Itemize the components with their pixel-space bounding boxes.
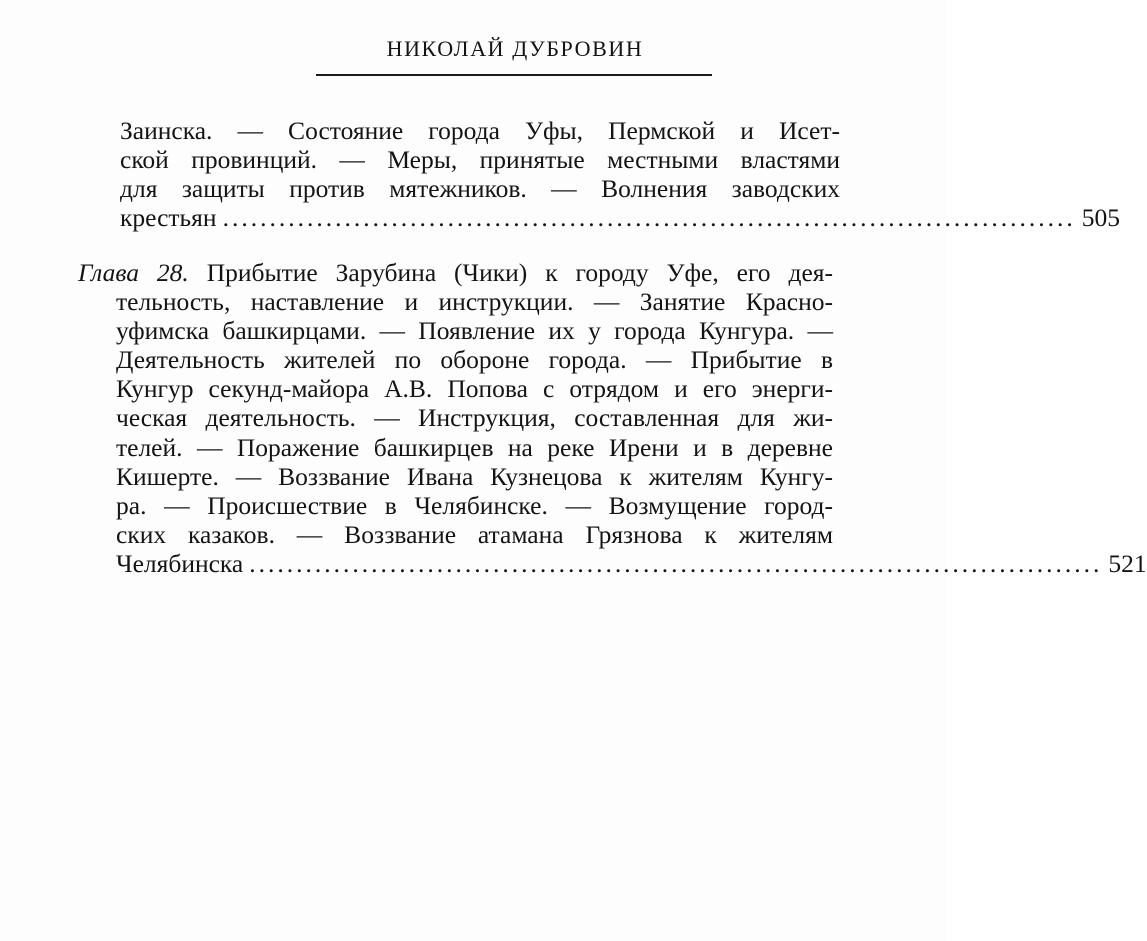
toc-line: для защиты против мятежников. — Волнения заводских — [120, 174, 840, 204]
toc-line-text: Прибытие Зарубина (Чики) к городу Уфе, его дея- — [206, 258, 833, 287]
toc-line: ческая деятельность. — Инструкция, составленная для жи- — [116, 403, 833, 433]
toc-line-text: Челябинска — [116, 548, 244, 578]
toc-line: ских казаков. — Воззвание атамана Грязнова к жителям — [116, 519, 833, 549]
running-head-author: НИКОЛАЙ ДУБРОВИН — [386, 36, 644, 61]
page-number: 505 — [1081, 203, 1120, 233]
toc-line: Деятельность жителей по обороне города. — Прибытие в — [116, 345, 833, 375]
chapter-label: Глава 28. — [78, 258, 189, 287]
toc-first-line — [78, 258, 833, 287]
toc-line: телей. — Поражение башкирцев на реке Ирени и в деревне — [116, 432, 833, 462]
toc-entry-521 — [78, 258, 1147, 578]
toc-entry-505 — [120, 116, 1120, 233]
toc-line: тельность, наставление и инструкции. — Занятие Красно- — [116, 287, 833, 317]
toc-line: ской провинций. — Меры, принятые местными властями — [120, 145, 840, 175]
dot-leader: ........................................................................................... — [222, 203, 1076, 233]
toc-last-line — [78, 548, 1147, 578]
toc-line: уфимска башкирцами. — Появление их у города Кунгура. — — [116, 316, 833, 346]
toc-line: Кишерте. — Воззвание Ивана Кузнецова к жителям Кунгу- — [116, 461, 833, 491]
toc-line-text: крестьян — [120, 203, 217, 233]
toc-line: Заинска. — Состояние города Уфы, Пермской и Исет- — [120, 116, 840, 145]
toc-line: Кунгур секунд-майора А.В. Попова с отрядом и его энерги- — [116, 374, 833, 404]
header-rule — [316, 74, 712, 76]
toc-last-line — [120, 203, 1120, 233]
page-number: 521 — [1108, 548, 1147, 578]
dot-leader: ........................................................................................... — [249, 548, 1103, 578]
toc-line: ра. — Происшествие в Челябинске. — Возмущение город- — [116, 490, 833, 520]
